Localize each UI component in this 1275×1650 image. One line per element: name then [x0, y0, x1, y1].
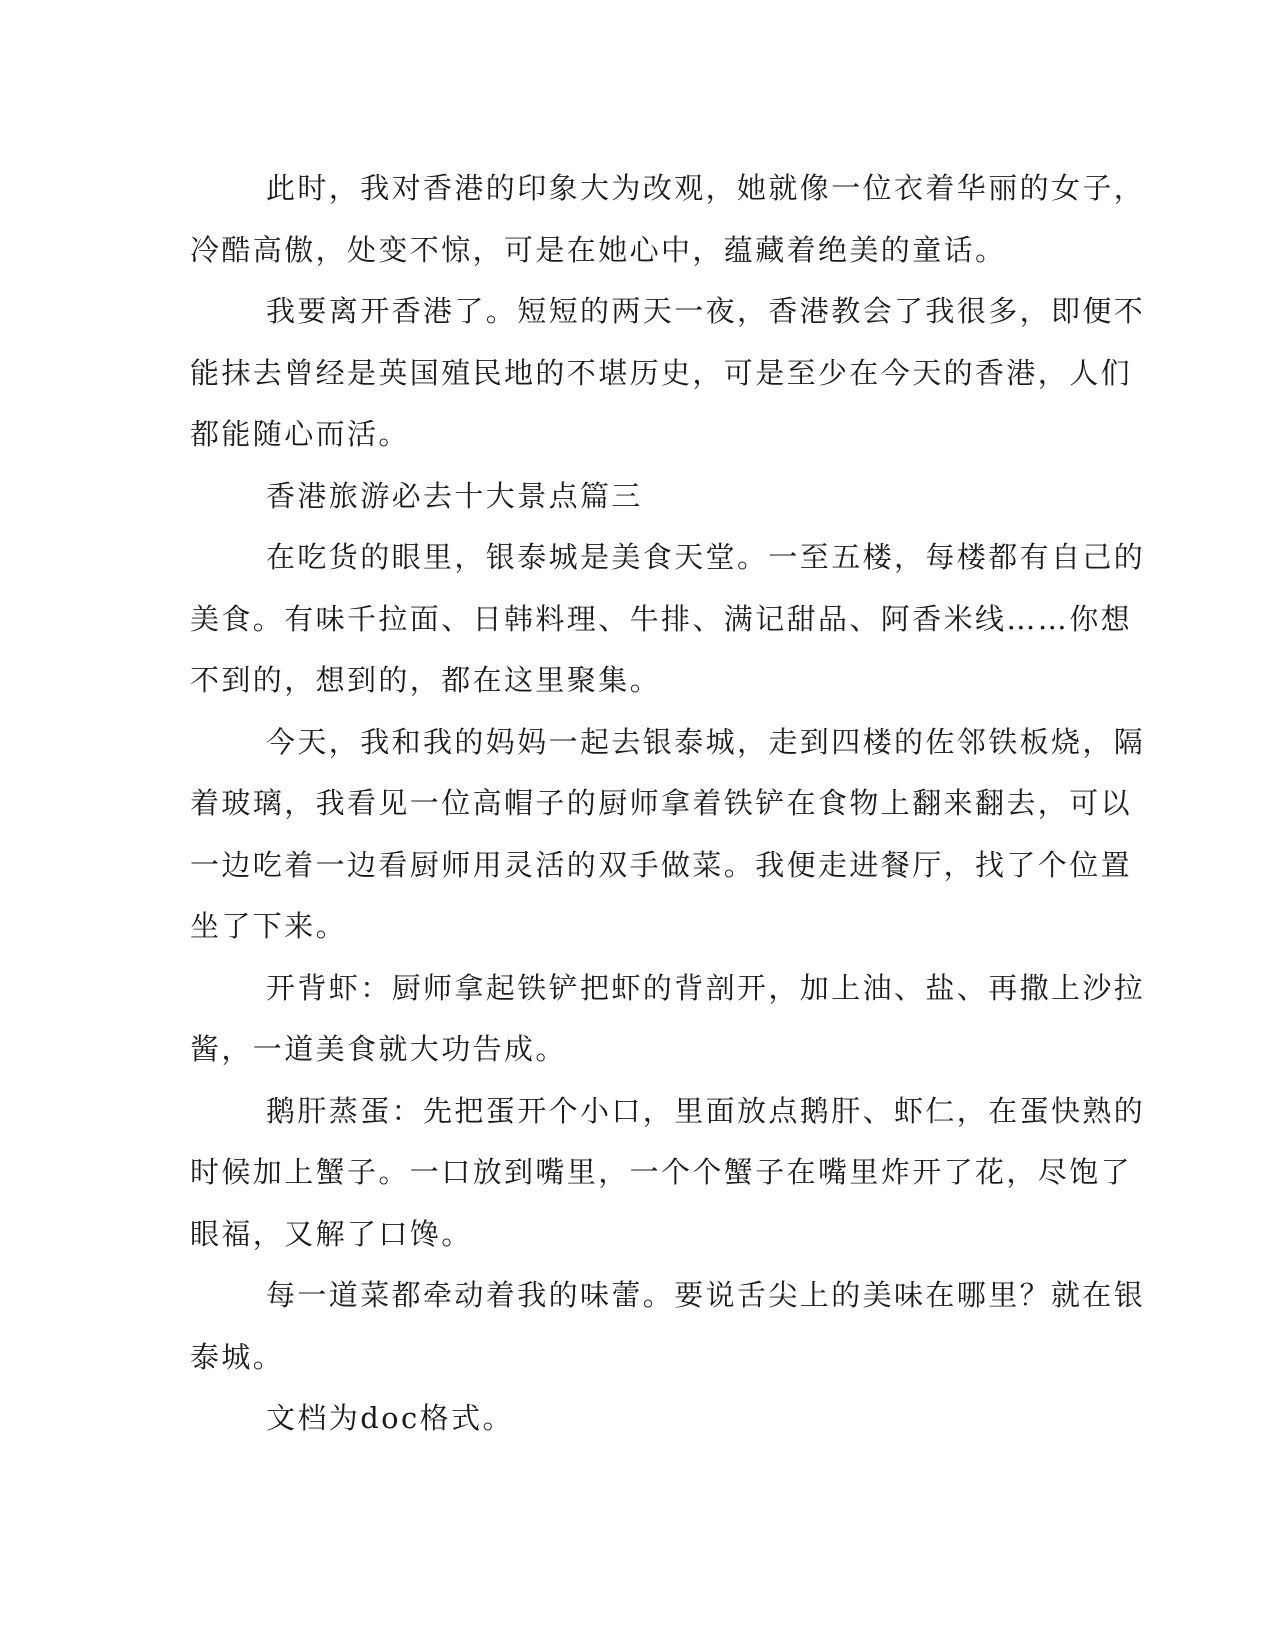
text-line: 能抹去曾经是英国殖民地的不堪历史，可是至少在今天的香港，人们 — [190, 355, 1133, 390]
paragraph — [190, 712, 1146, 958]
text-line: 鹅肝蒸蛋：先把蛋开个小口，里面放点鹅肝、虾仁，在蛋快熟的 — [266, 1093, 1146, 1128]
text-line: 坐了下来。 — [190, 909, 348, 943]
text-line: 开背虾：厨师拿起铁铲把虾的背剖开，加上油、盐、再撒上沙拉 — [266, 970, 1146, 1005]
text-line: 冷酷高傲，处变不惊，可是在她心中，蕴藏着绝美的童话。 — [190, 232, 1007, 267]
text-line: 香港旅游必去十大景点篇三 — [266, 478, 643, 513]
paragraph — [190, 527, 1146, 712]
footer-note — [190, 1388, 1085, 1450]
text-line: 着玻璃，我看见一位高帽子的厨师拿着铁铲在食物上翻来翻去，可以 — [190, 786, 1133, 820]
text-line: 在吃货的眼里，银泰城是美食天堂。一至五楼，每楼都有自己的 — [266, 540, 1146, 574]
text-line: 我要离开香港了。短短的两天一夜，香港教会了我很多，即便不 — [266, 294, 1146, 328]
paragraph — [190, 1081, 1146, 1266]
document-body — [190, 158, 1146, 1450]
paragraph — [190, 1265, 1146, 1388]
paragraph — [190, 281, 1146, 466]
paragraph — [190, 958, 1146, 1081]
text-line: 眼福，又解了口馋。 — [190, 1216, 473, 1251]
text-line: 酱，一道美食就大功告成。 — [190, 1032, 567, 1066]
text-line: 文档为doc格式。 — [266, 1401, 514, 1435]
text-line: 今天，我和我的妈妈一起去银泰城，走到四楼的佐邻铁板烧，隔 — [266, 724, 1146, 759]
text-line: 此时，我对香港的印象大为改观，她就像一位衣着华丽的女子， — [266, 171, 1146, 205]
text-line: 每一道菜都牵动着我的味蕾。要说舌尖上的美味在哪里？就在银 — [266, 1278, 1146, 1312]
text-line: 不到的，想到的，都在这里聚集。 — [190, 663, 662, 697]
text-line: 时候加上蟹子。一口放到嘴里，一个个蟹子在嘴里炸开了花，尽饱了 — [190, 1155, 1133, 1189]
section-heading — [190, 466, 1085, 528]
text-line: 都能随心而活。 — [190, 417, 410, 451]
text-line: 一边吃着一边看厨师用灵活的双手做菜。我便走进餐厅，找了个位置 — [190, 847, 1133, 882]
paragraph — [190, 158, 1146, 281]
text-line: 泰城。 — [190, 1339, 285, 1374]
text-line: 美食。有味千拉面、日韩料理、牛排、满记甜品、阿香米线……你想 — [190, 601, 1133, 636]
